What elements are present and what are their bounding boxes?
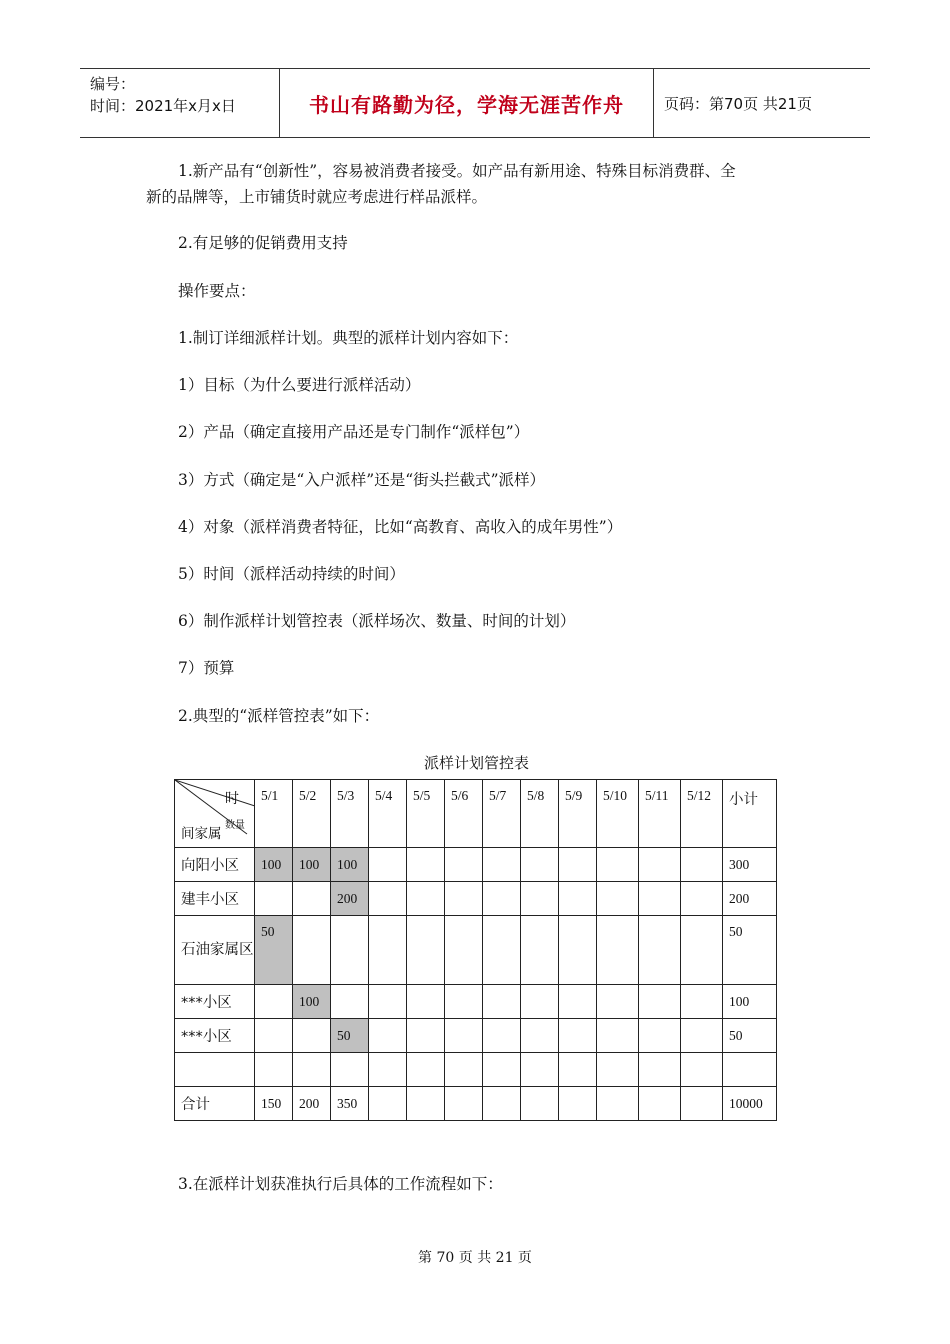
table-cell xyxy=(559,916,597,985)
table-cell xyxy=(407,848,445,882)
table-cell xyxy=(639,848,681,882)
table-cell xyxy=(445,882,483,916)
table-cell xyxy=(521,916,559,985)
column-header: 5/3 xyxy=(331,780,369,848)
table-cell: 200 xyxy=(331,882,369,916)
table-cell xyxy=(369,916,407,985)
page-header xyxy=(80,68,870,138)
paragraph-4: 1.制订详细派样计划。典型的派样计划内容如下： xyxy=(178,329,519,347)
table-cell: 100 xyxy=(293,848,331,882)
table-cell xyxy=(407,916,445,985)
table-cell xyxy=(597,882,639,916)
table-cell xyxy=(483,1019,521,1053)
paragraph-1 xyxy=(146,161,798,207)
column-header: 5/6 xyxy=(445,780,483,848)
row-label: 合计 xyxy=(175,1087,255,1121)
table-cell xyxy=(521,985,559,1019)
table-cell xyxy=(597,848,639,882)
column-header: 5/5 xyxy=(407,780,445,848)
document-number-label: 编号： xyxy=(90,75,136,93)
table-cell xyxy=(639,1019,681,1053)
table-cell xyxy=(255,1053,293,1087)
table-cell xyxy=(559,882,597,916)
table-cell xyxy=(407,1019,445,1053)
column-header: 5/11 xyxy=(639,780,681,848)
table-cell xyxy=(681,916,723,985)
sampling-plan-table xyxy=(174,779,777,1121)
table-cell: 150 xyxy=(255,1087,293,1121)
row-subtotal: 200 xyxy=(723,882,777,916)
table-cell xyxy=(293,1019,331,1053)
table-cell xyxy=(597,1019,639,1053)
table-cell xyxy=(521,848,559,882)
table-cell xyxy=(521,1019,559,1053)
table-cell: 200 xyxy=(293,1087,331,1121)
paragraph-1-line-1: 1.新产品有“创新性”，容易被消费者接受。如产品有新用途、特殊目标消费群、全 xyxy=(178,162,736,180)
column-header: 5/12 xyxy=(681,780,723,848)
table-cell xyxy=(483,1053,521,1087)
paragraph-7: 3）方式（确定是“入户派样”还是“街头拦截式”派样） xyxy=(178,471,546,489)
table-cell xyxy=(639,882,681,916)
table-row xyxy=(175,1019,777,1053)
table-cell: 350 xyxy=(331,1087,369,1121)
row-subtotal: 300 xyxy=(723,848,777,882)
table-cell xyxy=(407,882,445,916)
table-body xyxy=(175,848,777,1121)
table-cell xyxy=(639,916,681,985)
paragraph-11: 7）预算 xyxy=(178,659,235,677)
table-cell xyxy=(407,985,445,1019)
table-cell: 50 xyxy=(255,916,293,985)
table-cell: 100 xyxy=(293,985,331,1019)
table-cell xyxy=(445,1053,483,1087)
table-cell xyxy=(255,985,293,1019)
table-cell xyxy=(407,1087,445,1121)
table-cell xyxy=(639,1087,681,1121)
table-row xyxy=(175,1053,777,1087)
table-cell xyxy=(681,1019,723,1053)
table-cell xyxy=(681,1053,723,1087)
table-row xyxy=(175,882,777,916)
paragraph-13: 3.在派样计划获准执行后具体的工作流程如下： xyxy=(178,1175,503,1193)
table-cell xyxy=(483,882,521,916)
corner-label-quantity: 数量 xyxy=(225,820,245,831)
table-cell xyxy=(681,882,723,916)
page-footer: 第 70 页 共 21 页 xyxy=(418,1250,532,1266)
table-header-row xyxy=(175,780,777,848)
row-subtotal: 50 xyxy=(723,1019,777,1053)
paragraph-3: 操作要点： xyxy=(178,282,256,300)
paragraph-6: 2）产品（确定直接用产品还是专门制作“派样包”） xyxy=(178,423,530,441)
column-header: 5/2 xyxy=(293,780,331,848)
table-cell xyxy=(559,848,597,882)
row-subtotal: 50 xyxy=(723,916,777,985)
table-cell xyxy=(293,916,331,985)
table-cell xyxy=(331,916,369,985)
table-cell xyxy=(639,985,681,1019)
table-cell xyxy=(445,985,483,1019)
document-time-label: 时间：2021年x月x日 xyxy=(90,97,236,115)
table-cell: 100 xyxy=(255,848,293,882)
table-cell xyxy=(293,1053,331,1087)
paragraph-9: 5）时间（派样活动持续的时间） xyxy=(178,565,405,583)
table-cell xyxy=(445,848,483,882)
header-motto: 书山有路勤为径，学海无涯苦作舟 xyxy=(280,69,654,137)
column-header: 5/7 xyxy=(483,780,521,848)
table-cell xyxy=(483,916,521,985)
table-cell xyxy=(255,882,293,916)
table-cell xyxy=(369,985,407,1019)
paragraph-8: 4）对象（派样消费者特征，比如“高教育、高收入的成年男性”） xyxy=(178,518,623,536)
table-cell xyxy=(597,1053,639,1087)
row-label: 石油家属区 xyxy=(175,916,255,985)
table-cell xyxy=(639,1053,681,1087)
table-title: 派样计划管控表 xyxy=(423,754,529,772)
table-cell xyxy=(293,882,331,916)
table-row xyxy=(175,1087,777,1121)
table-cell xyxy=(369,1019,407,1053)
row-label: 向阳小区 xyxy=(175,848,255,882)
table-cell xyxy=(559,985,597,1019)
table-cell xyxy=(369,1087,407,1121)
paragraph-2: 2.有足够的促销费用支持 xyxy=(178,234,348,252)
paragraph-1-line-2: 新的品牌等，上市铺货时就应考虑进行样品派样。 xyxy=(146,188,488,206)
table-cell xyxy=(681,1087,723,1121)
table-cell xyxy=(331,1053,369,1087)
table-cell xyxy=(445,1087,483,1121)
table-cell xyxy=(559,1053,597,1087)
row-subtotal xyxy=(723,1053,777,1087)
table-cell xyxy=(369,848,407,882)
column-header: 5/10 xyxy=(597,780,639,848)
column-header: 5/4 xyxy=(369,780,407,848)
table-cell: 100 xyxy=(331,848,369,882)
corner-label-time: 时 xyxy=(225,791,239,807)
table-cell xyxy=(681,848,723,882)
corner-header-cell xyxy=(175,780,255,848)
table-cell xyxy=(331,985,369,1019)
table-cell xyxy=(445,1019,483,1053)
paragraph-10: 6）制作派样计划管控表（派样场次、数量、时间的计划） xyxy=(178,612,576,630)
table-cell xyxy=(521,1087,559,1121)
table-cell xyxy=(597,985,639,1019)
column-header: 5/9 xyxy=(559,780,597,848)
table-cell xyxy=(369,882,407,916)
table-cell xyxy=(445,916,483,985)
table-cell xyxy=(521,882,559,916)
row-subtotal: 100 xyxy=(723,985,777,1019)
row-label: ***小区 xyxy=(175,985,255,1019)
table-cell: 50 xyxy=(331,1019,369,1053)
table-cell xyxy=(521,1053,559,1087)
column-header: 5/8 xyxy=(521,780,559,848)
table-cell xyxy=(597,916,639,985)
table-row xyxy=(175,916,777,985)
header-page-info: 页码：第70页 共21页 xyxy=(664,94,812,113)
header-meta xyxy=(80,69,280,137)
column-header: 5/1 xyxy=(255,780,293,848)
paragraph-12: 2.典型的“派样管控表”如下： xyxy=(178,707,380,725)
table-cell xyxy=(559,1087,597,1121)
table-cell xyxy=(369,1053,407,1087)
table-row xyxy=(175,985,777,1019)
column-header-subtotal: 小计 xyxy=(723,780,777,848)
table-cell xyxy=(483,1087,521,1121)
table-cell xyxy=(483,985,521,1019)
row-label xyxy=(175,1053,255,1087)
table-cell xyxy=(681,985,723,1019)
table-cell xyxy=(483,848,521,882)
paragraph-5: 1）目标（为什么要进行派样活动） xyxy=(178,376,421,394)
corner-label-residence: 间家属 xyxy=(181,826,222,842)
table-cell xyxy=(407,1053,445,1087)
row-subtotal: 10000 xyxy=(723,1087,777,1121)
table-cell xyxy=(255,1019,293,1053)
row-label: 建丰小区 xyxy=(175,882,255,916)
table-cell xyxy=(559,1019,597,1053)
table-row xyxy=(175,848,777,882)
row-label: ***小区 xyxy=(175,1019,255,1053)
table-cell xyxy=(597,1087,639,1121)
